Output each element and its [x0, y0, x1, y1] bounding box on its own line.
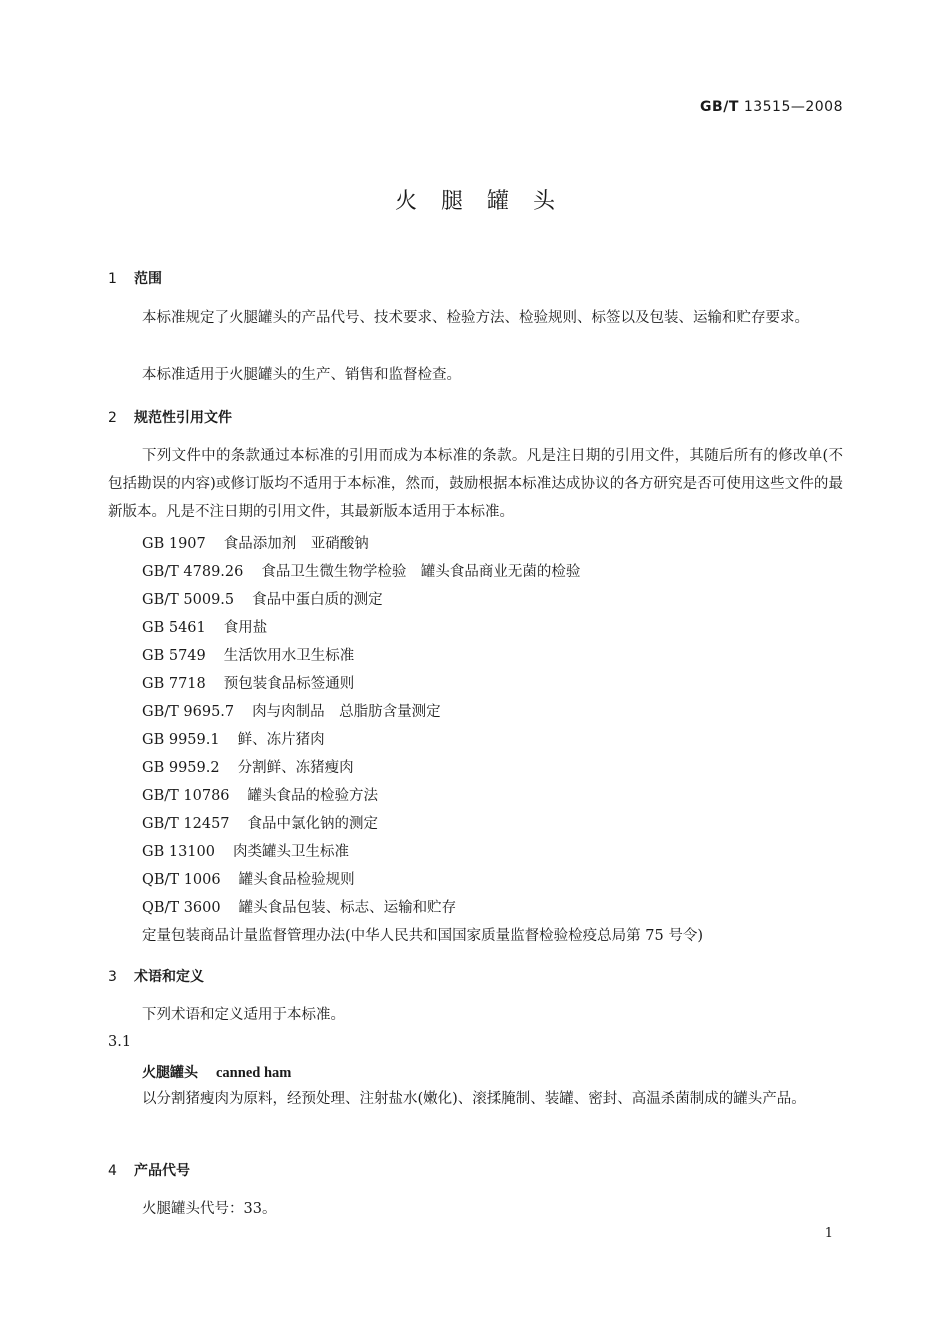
section-number: 4 [108, 1163, 117, 1179]
standard-prefix: GB/T [700, 99, 739, 115]
reference-item [142, 644, 354, 665]
reference-name: 食品中蛋白质的测定 [252, 592, 383, 608]
reference-code: GB/T 12457 [142, 816, 230, 832]
standard-code [700, 99, 843, 115]
reference-item [142, 532, 369, 553]
reference-item [142, 812, 378, 833]
reference-name: 食品添加剂 亚硝酸钠 [223, 536, 369, 552]
reference-name: 食品中氯化钠的测定 [247, 816, 379, 832]
section-number: 1 [108, 271, 117, 287]
reference-item [142, 756, 354, 777]
term-definition: 以分割猪瘦肉为原料，经预处理、注射盐水(嫩化)、滚揉腌制、装罐、密封、高温杀菌制成的罐头产品。 [142, 1091, 806, 1107]
reference-item [142, 588, 383, 609]
reference-item [142, 868, 355, 889]
reference-name: 鲜、冻片猪肉 [237, 732, 325, 748]
reference-name: 分割鲜、冻猪瘦肉 [237, 760, 354, 776]
term-english: canned ham [216, 1065, 292, 1081]
reference-item [142, 672, 354, 693]
reference-code: GB/T 5009.5 [142, 592, 235, 608]
reference-code: GB 7718 [142, 676, 206, 692]
section-1-paragraph-1: 本标准规定了火腿罐头的产品代号、技术要求、检验方法、检验规则、标签以及包装、运输和贮存要求。 [142, 310, 809, 326]
section-3-paragraph-1: 下列术语和定义适用于本标准。 [142, 1007, 345, 1023]
reference-item-regulation: 定量包装商品计量监督管理办法(中华人民共和国国家质量监督检验检疫总局第 75 号令) [142, 928, 703, 944]
section-title: 产品代号 [134, 1163, 190, 1179]
reference-code: GB 1907 [142, 536, 206, 552]
reference-item [142, 896, 456, 917]
reference-name: 罐头食品检验规则 [238, 872, 355, 888]
subsection-number: 3.1 [108, 1034, 132, 1050]
term-chinese: 火腿罐头 [142, 1065, 198, 1081]
reference-name: 生活饮用水卫生标准 [223, 648, 355, 664]
reference-name: 食用盐 [223, 620, 268, 636]
reference-name: 罐头食品包装、标志、运输和贮存 [238, 900, 457, 916]
reference-name: 肉与肉制品 总脂肪含量测定 [252, 704, 441, 720]
section-title: 术语和定义 [134, 969, 204, 985]
section-1-paragraph-2: 本标准适用于火腿罐头的生产、销售和监督检查。 [142, 367, 461, 383]
section-2-heading [108, 407, 232, 427]
section-3-heading [108, 966, 204, 986]
reference-item [142, 840, 349, 861]
term-entry [142, 1062, 291, 1082]
reference-code: GB 5461 [142, 620, 206, 636]
reference-code: QB/T 1006 [142, 872, 221, 888]
reference-item [142, 700, 441, 721]
reference-item [142, 616, 267, 637]
section-title: 范围 [134, 271, 162, 287]
reference-code: GB/T 10786 [142, 788, 230, 804]
section-4-paragraph-1: 火腿罐头代号：33。 [142, 1201, 277, 1217]
reference-code: QB/T 3600 [142, 900, 221, 916]
reference-item [142, 560, 580, 581]
reference-code: GB 13100 [142, 844, 215, 860]
reference-item [142, 784, 378, 805]
section-4-heading [108, 1160, 190, 1180]
reference-item [142, 728, 325, 749]
reference-code: GB/T 4789.26 [142, 564, 244, 580]
reference-code: GB 9959.1 [142, 732, 220, 748]
section-title: 规范性引用文件 [134, 410, 232, 426]
reference-name: 食品卫生微生物学检验 罐头食品商业无菌的检验 [261, 564, 581, 580]
reference-code: GB 5749 [142, 648, 206, 664]
reference-name: 预包装食品标签通则 [223, 676, 355, 692]
section-number: 3 [108, 969, 117, 985]
reference-code: GB 9959.2 [142, 760, 220, 776]
page-number: 1 [824, 1226, 833, 1241]
document-title: 火腿罐头 [394, 189, 579, 214]
reference-code: GB/T 9695.7 [142, 704, 235, 720]
section-2-paragraph-1: 下列文件中的条款通过本标准的引用而成为本标准的条款。凡是注日期的引用文件，其随后所有的修改单(不包括勘误的内容)或修订版均不适用于本标准，然而，鼓励根据本标准达成协议的各方研究是否可使用这些文件的最新版本。凡是不注日期的引用文件，其最新版本适用于本标准。 [108, 448, 843, 520]
reference-name: 罐头食品的检验方法 [247, 788, 379, 804]
section-number: 2 [108, 410, 117, 426]
reference-name: 肉类罐头卫生标准 [232, 844, 349, 860]
section-1-heading [108, 268, 162, 288]
standard-number: 13515—2008 [743, 99, 843, 115]
